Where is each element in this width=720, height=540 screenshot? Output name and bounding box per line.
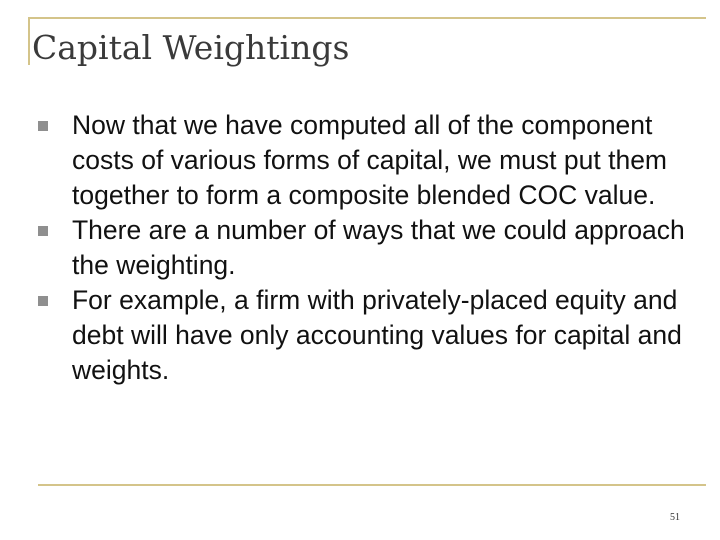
page-number: 51 bbox=[670, 512, 680, 523]
bullet-item bbox=[38, 283, 688, 388]
bullet-item bbox=[38, 108, 688, 213]
square-bullet-icon bbox=[38, 296, 48, 306]
bullet-list bbox=[38, 108, 688, 388]
title-left-rule bbox=[28, 17, 30, 65]
slide-title: Capital Weightings bbox=[32, 28, 350, 67]
bullet-item bbox=[38, 213, 688, 283]
bullet-text: There are a number of ways that we could approach the weighting. bbox=[72, 215, 685, 280]
footer-rule bbox=[38, 484, 706, 486]
square-bullet-icon bbox=[38, 121, 48, 131]
bullet-text: For example, a firm with privately-placed equity and debt will have only accounting values for capital and weights. bbox=[72, 285, 682, 385]
square-bullet-icon bbox=[38, 226, 48, 236]
title-top-rule bbox=[28, 17, 706, 19]
bullet-text: Now that we have computed all of the component costs of various forms of capital, we must put them together to form a composite blended COC value. bbox=[72, 110, 668, 210]
